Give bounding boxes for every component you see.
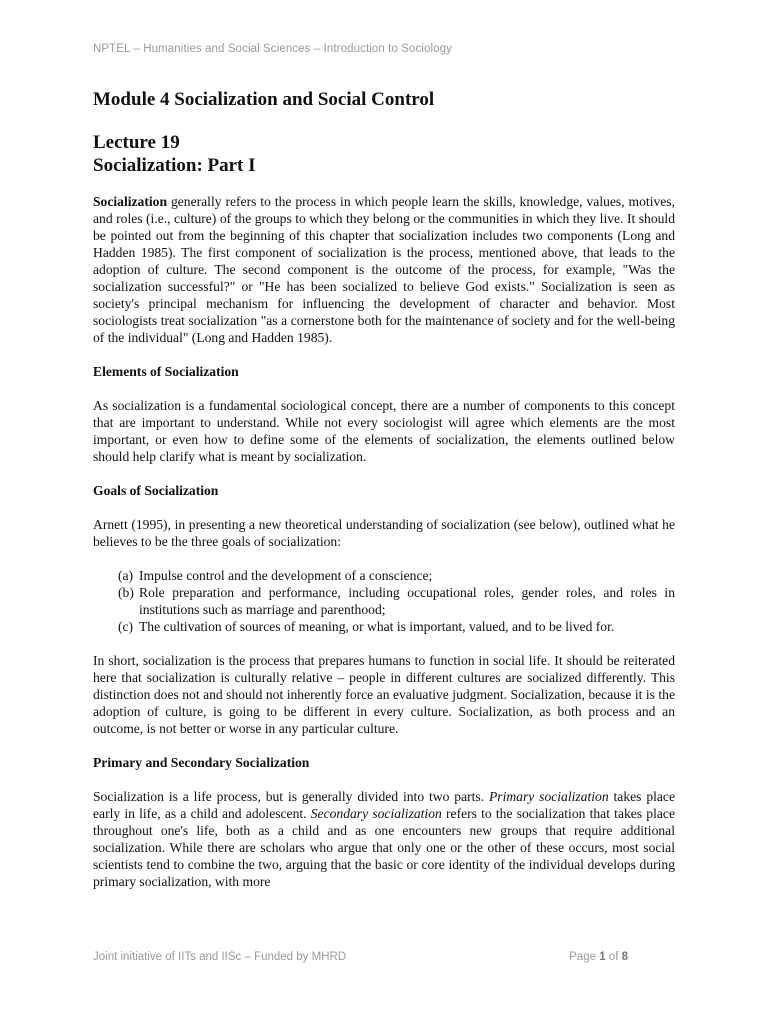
list-item-marker: (a) <box>118 568 134 583</box>
list-item-text: Role preparation and performance, including occupational roles, gender roles, and roles in institutions such as marriage and parenthood; <box>139 585 675 617</box>
intro-text: generally refers to the process in which people learn the skills, knowledge, values, motives, and roles (i.e., culture) of the groups to which they belong or the communities in which they live. It should be pointed out from the beginning of this chapter that socialization includes two components (Long and Hadden 1985). The first component of socialization is the process, mentioned above, that leads to the adoption of culture. The second component is the outcome of the process, for example, "Was the socialization successful?" or "He has been socialized to believe God exists." Socialization is seen as society's principal mechanism for influencing the development of character and behavior. Most sociologists treat socialization "as a cornerstone both for the maintenance of society and for the well-being of the individual" (Long and Hadden 1985). <box>93 194 675 345</box>
list-item-text: The cultivation of sources of meaning, or what is important, valued, and to be lived for. <box>139 619 615 634</box>
page-total: 8 <box>621 951 628 963</box>
page-footer <box>93 951 628 963</box>
module-title: Module 4 Socialization and Social Control <box>93 89 435 110</box>
summary-paragraph: In short, socialization is the process that prepares humans to function in social life. It should be reiterated here that socialization is culturally relative – people in different cultures are socialized differently. This distinction does not and should not inherently force an evaluative judgment. Socialization, because it is the adoption of culture, is going to be different in every culture. Socialization, as both process and an outcome, is not better or worse in any particular culture. <box>93 653 675 736</box>
lecture-number: Lecture 19 <box>93 132 180 153</box>
ps-text-2: takes place early in life, as a child and adolescent. <box>93 789 675 821</box>
primary-socialization-term: Primary socialization <box>488 789 609 804</box>
secondary-socialization-term: Secondary socialization <box>310 806 442 821</box>
page-header: NPTEL – Humanities and Social Sciences – Introduction to Sociology <box>93 43 453 55</box>
list-item <box>118 618 675 635</box>
page-content <box>93 88 675 890</box>
list-item <box>118 567 675 584</box>
primary-secondary-heading: Primary and Secondary Socialization <box>93 755 310 770</box>
ps-text-1: Socialization is a life process, but is generally divided into two parts. <box>93 789 489 804</box>
goals-paragraph: Arnett (1995), in presenting a new theoretical understanding of socialization (see below), outlined what he believes to be the three goals of socialization: <box>93 517 675 549</box>
footer-credit: Joint initiative of IITs and IISc – Funded by MHRD <box>93 951 347 963</box>
ps-text-3: refers to the socialization that takes place throughout one's life, both as a child and as one encounters new groups that require additional socialization. While there are scholars who argue that only one or the other of these occurs, most social scientists tend to combine the two, arguing that the basic or core identity of the individual develops during primary socialization, with more <box>93 806 675 889</box>
list-item <box>118 584 675 618</box>
lecture-heading <box>93 131 675 177</box>
intro-lead-term: Socialization <box>93 194 168 209</box>
list-item-marker: (c) <box>118 619 134 634</box>
list-item-marker: (b) <box>118 585 134 600</box>
page-label: Page <box>569 951 600 963</box>
goals-list <box>93 567 675 635</box>
goals-heading: Goals of Socialization <box>93 483 219 498</box>
primary-secondary-paragraph <box>93 788 675 890</box>
intro-paragraph <box>93 193 675 346</box>
list-item-text: Impulse control and the development of a conscience; <box>139 568 433 583</box>
lecture-title: Socialization: Part I <box>93 155 256 176</box>
page-current: 1 <box>599 951 606 963</box>
elements-paragraph: As socialization is a fundamental sociological concept, there are a number of components to this concept that are important to understand. While not every sociologist will agree which elements are the most important, or even how to define some of the elements of socialization, the elements outlined below should help clarify what is meant by socialization. <box>93 398 675 464</box>
page-number <box>569 951 628 963</box>
page-of: of <box>605 951 622 963</box>
elements-heading: Elements of Socialization <box>93 364 239 379</box>
